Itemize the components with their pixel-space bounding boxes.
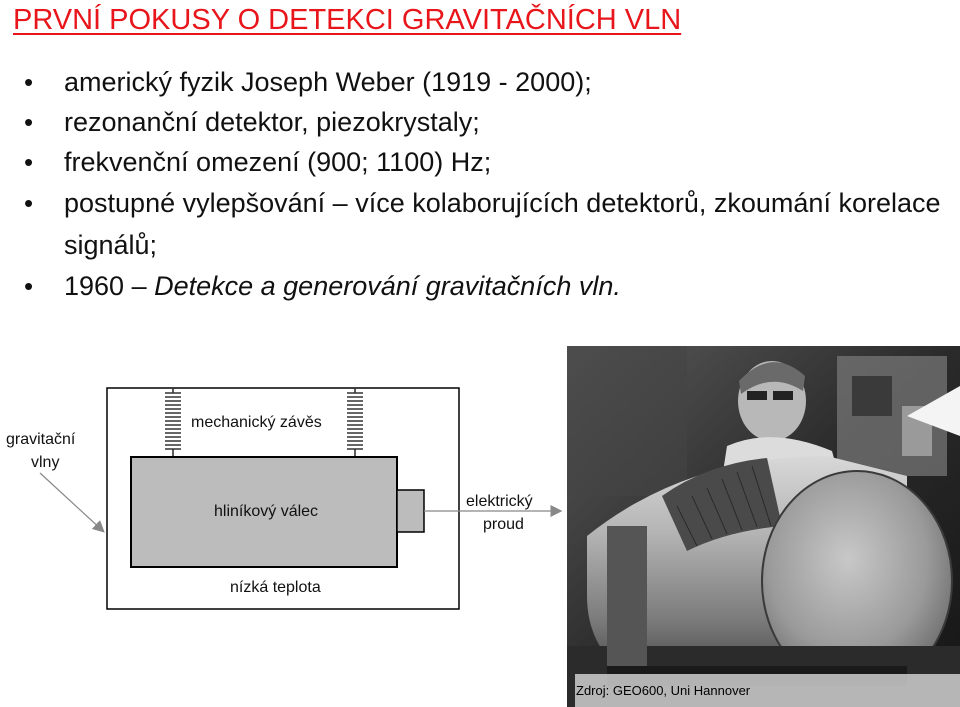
bullet-text: rezonanční detektor, piezokrystaly; <box>64 107 480 137</box>
bullet-list <box>22 62 942 306</box>
bullet-text: frekvenční omezení (900; 1100) Hz; <box>64 147 492 177</box>
weber-detector-diagram <box>0 375 570 615</box>
electric-current-label-line2: proud <box>483 516 524 533</box>
weber-photo <box>567 346 960 707</box>
cylinder-label: hliníkový válec <box>214 503 319 520</box>
electric-current-label-line1: elektrický <box>466 493 533 510</box>
suspension-label: mechanický závěs <box>191 414 322 431</box>
gravity-waves-label-line2: vlny <box>31 454 60 471</box>
bullet-text: postupné vylepšování – více kolaborujících detektorů, zkoumání korelace signálů; <box>64 188 941 260</box>
page-title: PRVNÍ POKUSY O DETEKCI GRAVITAČNÍCH VLN <box>13 4 682 36</box>
bullet-year: 1960 – <box>64 271 155 301</box>
bullet-italic-text: Detekce a generování gravitačních vln. <box>154 271 621 301</box>
gravity-waves-arrow <box>40 473 103 531</box>
photo-source-caption: Zdroj: GEO600, Uni Hannover <box>576 683 751 698</box>
gravity-waves-label-line1: gravitační <box>6 431 76 448</box>
bullet-item <box>22 266 942 306</box>
bullet-item <box>22 182 942 266</box>
bullet-text: americký fyzik Joseph Weber (1919 - 2000); <box>64 67 592 97</box>
bullet-item <box>22 62 942 102</box>
bullet-item <box>22 142 942 182</box>
bullet-item <box>22 102 942 142</box>
low-temperature-label: nízká teplota <box>230 579 321 596</box>
sensor-box <box>397 490 424 532</box>
